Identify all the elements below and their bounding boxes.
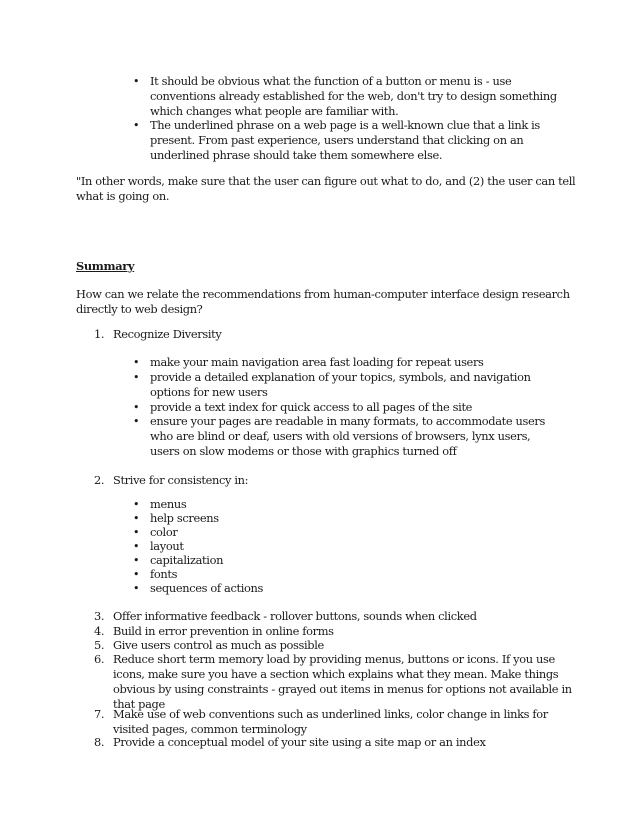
diversity-bullet-3: provide a text index for quick access to all pages of the site [150, 400, 473, 414]
list-number: 2. [94, 473, 105, 487]
list-item: Build in error prevention in online forms [113, 624, 334, 638]
list-number: 7. [94, 707, 105, 721]
list-number: 4. [94, 624, 105, 638]
diversity-bullet-2: provide a detailed explanation of your topics, symbols, and navigation options for new users [150, 370, 531, 399]
consistency-bullet: capitalization [150, 553, 224, 567]
list-item: Offer informative feedback - rollover buttons, sounds when clicked [113, 609, 477, 623]
list-item: Provide a conceptual model of your site using a site map or an index [113, 735, 486, 749]
bullet-icon: • [133, 554, 140, 567]
bullet-icon: • [133, 526, 140, 539]
intro-bullet-1: It should be obvious what the function of a button or menu is - use conventions already established for the web, don't try to design something which changes what people are familiar with. [150, 74, 557, 118]
list-number: 3. [94, 609, 105, 623]
consistency-bullet: color [150, 525, 178, 539]
bullet-icon: • [133, 75, 140, 88]
bullet-icon: • [133, 498, 140, 511]
summary-intro: How can we relate the recommendations from human-computer interface design research directly to web design? [76, 287, 570, 316]
list-item: Reduce short term memory load by providing menus, buttons or icons. If you use icons, make sure you have a section which explains what they mean. Make things obvious by using constraints - grayed out items in menus for options not available in that page [113, 652, 572, 711]
bullet-icon: • [133, 401, 140, 414]
summary-heading: Summary [76, 259, 135, 273]
list-item: Strive for consistency in: [113, 473, 249, 487]
consistency-bullet: help screens [150, 511, 219, 525]
diversity-bullet-1: make your main navigation area fast loading for repeat users [150, 355, 484, 369]
summary-paragraph: "In other words, make sure that the user can figure out what to do, and (2) the user can tell what is going on. [76, 174, 576, 203]
list-number: 8. [94, 735, 105, 749]
intro-bullet-2: The underlined phrase on a web page is a well-known clue that a link is present. From past experience, users understand that clicking on an underlined phrase should take them somewhere else. [150, 118, 540, 162]
consistency-bullet: layout [150, 539, 184, 553]
bullet-icon: • [133, 582, 140, 595]
consistency-bullet: fonts [150, 567, 178, 581]
list-item: Make use of web conventions such as underlined links, color change in links for visited pages, common terminology [113, 707, 548, 736]
bullet-icon: • [133, 512, 140, 525]
bullet-icon: • [133, 356, 140, 369]
consistency-bullet: sequences of actions [150, 581, 264, 595]
consistency-bullet: menus [150, 497, 187, 511]
diversity-bullet-4: ensure your pages are readable in many formats, to accommodate users who are blind or deaf, users with old versions of browsers, lynx users, users on slow modems or those with graphics turned off [150, 414, 546, 458]
list-item: Recognize Diversity [113, 327, 222, 341]
list-number: 6. [94, 652, 105, 666]
bullet-icon: • [133, 415, 140, 428]
list-number: 5. [94, 638, 105, 652]
bullet-icon: • [133, 371, 140, 384]
bullet-icon: • [133, 568, 140, 581]
bullet-icon: • [133, 119, 140, 132]
bullet-icon: • [133, 540, 140, 553]
list-number: 1. [94, 327, 105, 341]
list-item: Give users control as much as possible [113, 638, 324, 652]
